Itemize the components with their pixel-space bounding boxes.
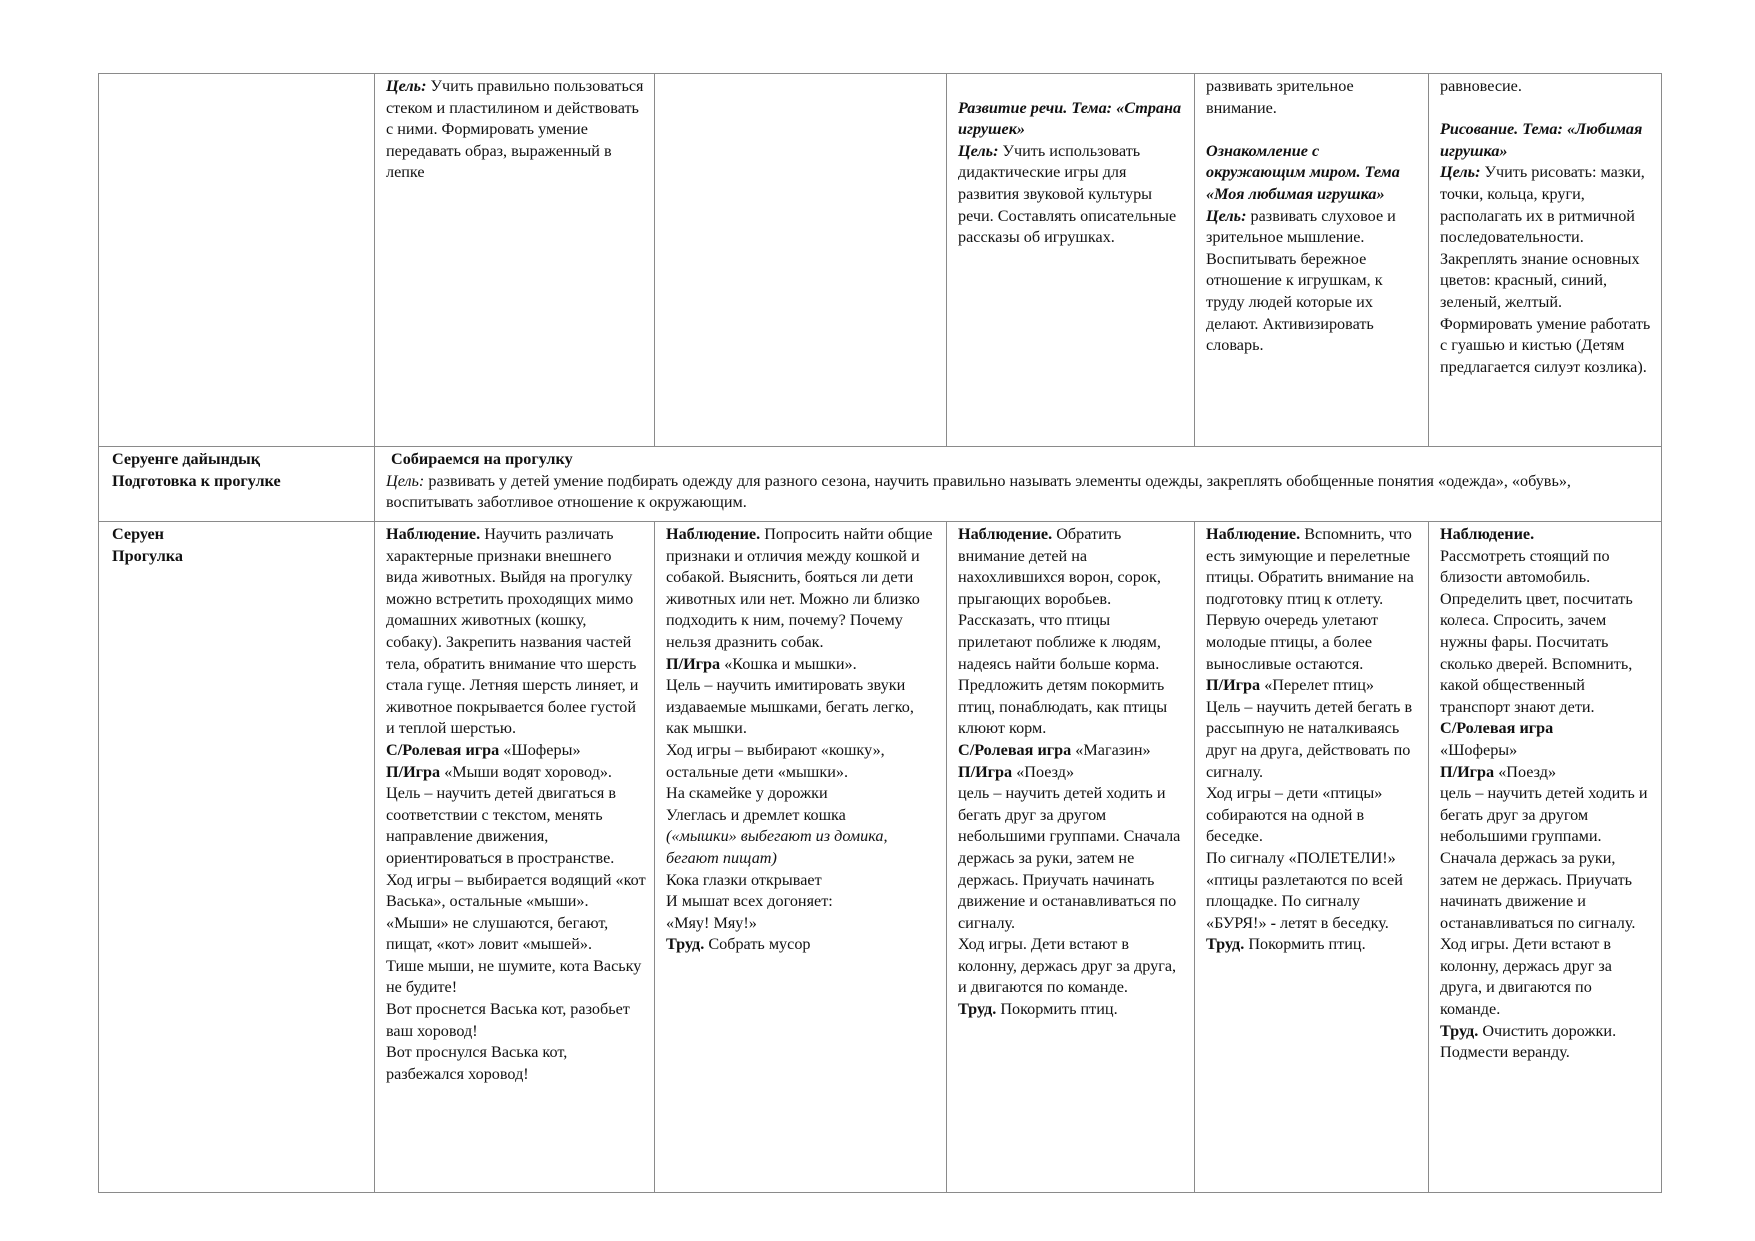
emphasis-text: Наблюдение. <box>666 525 761 543</box>
emphasis-text: Цель: <box>1206 206 1247 225</box>
cell-paragraph <box>386 762 646 784</box>
body-text: «Поезд» <box>1012 762 1075 781</box>
cell-friday-lesson <box>1429 74 1662 447</box>
emphasis-text: С/Ролевая игра <box>1440 719 1554 738</box>
cell-paragraph <box>386 870 646 956</box>
cell-paragraph <box>1440 1021 1653 1064</box>
cell-paragraph <box>1440 740 1653 762</box>
cell-paragraph <box>1206 524 1420 675</box>
emphasis-text: Цель: <box>386 77 427 95</box>
body-text: «Перелет птиц» <box>1260 676 1374 695</box>
cell-paragraph <box>1206 206 1420 357</box>
body-text: Цель – научить детей двигаться в соответствии с текстом, менять направление движения, ориентироваться в пространстве. <box>386 784 617 867</box>
cell-paragraph <box>1206 141 1420 206</box>
body-text: Цель – научить имитировать звуки издаваемые мышками, бегать легко, как мышки. <box>666 676 914 738</box>
cell-paragraph <box>666 783 938 805</box>
cell-paragraph <box>666 870 938 892</box>
emphasis-text: Ознакомление с окружающим миром. Тема «Моя любимая игрушка» <box>1206 141 1400 203</box>
emphasis-text: Труд. <box>1206 935 1245 954</box>
cell-wednesday-lesson <box>947 74 1195 447</box>
emphasis-text: Наблюдение. <box>1440 525 1535 543</box>
body-text: цель – научить детей ходить и бегать друг за другом небольшими группами. Сначала держась за руки, затем не держась. Приучать начинать движение и останавливаться по сигналу. <box>958 784 1181 932</box>
body-text: Вот проснулся Васька кот, разбежался хоровод! <box>386 1043 568 1083</box>
cell-paragraph <box>1206 675 1420 697</box>
row-label-walk <box>99 522 375 1193</box>
body-text: Обратить внимание детей на нахохлившихся ворон, сорок, прыгающих воробьев. Рассказать, что птицы прилетают поближе к людям, надеясь найти больше корма. Предложить детям покормить птиц, понаблюдать, как птицы клюют корм. <box>958 525 1168 738</box>
body-text: Цель – научить детей бегать в рассыпную не наталкиваясь друг на друга, действовать по сигналу. <box>1206 697 1413 781</box>
body-text: На скамейке у дорожки <box>666 784 828 803</box>
emphasis-text: П/Игра <box>1206 676 1261 695</box>
body-text: Рассмотреть стоящий по близости автомобиль. Определить цвет, посчитать колеса. Спросить, зачем нужны фары. Посчитать сколько дверей. Вспомнить, какой общественный транспорт знают дети. <box>1440 546 1633 716</box>
cell-wednesday-walk <box>947 522 1195 1193</box>
emphasis-text: Наблюдение. <box>1206 525 1301 543</box>
body-text: «Магазин» <box>1071 740 1151 759</box>
emphasis-text: С/Ролевая игра <box>386 740 500 759</box>
body-text: Покормить птиц. <box>996 1000 1118 1019</box>
cell-paragraph <box>958 999 1186 1021</box>
body-text: И мышат всех догоняет: <box>666 892 833 911</box>
cell-paragraph <box>666 740 938 783</box>
body-text: Учить использовать дидактические игры для развития звуковой культуры речи. Составлять описательные рассказы об игрушках. <box>958 141 1177 247</box>
cell-tuesday-walk <box>655 522 947 1193</box>
body-text: По сигналу «ПОЛЕТЕЛИ!» «птицы разлетаются по всей площадке. По сигналу «БУРЯ!» <box>1206 848 1403 932</box>
preparation-goal-text: развивать у детей умение подбирать одежду для разного сезона, научить правильно называть элементы одежды, закреплять обобщенные понятия «одежда», «обувь», воспитывать заботливое отношение к окружающим. <box>386 471 1571 512</box>
body-text: Ход игры – дети «птицы» собираются на одной в беседке. <box>1206 784 1383 846</box>
cell-paragraph <box>1440 76 1653 98</box>
row-label-ru: Прогулка <box>112 546 183 565</box>
emphasis-text: Цель: <box>958 141 999 160</box>
body-text: «Мяу! Мяу!» <box>666 913 757 932</box>
cell-monday-walk <box>375 522 655 1193</box>
emphasis-text: Развитие речи. Тема: «Страна игрушек» <box>958 98 1182 139</box>
row-label-kz: Серуен <box>112 525 164 543</box>
blank-line <box>1206 119 1420 141</box>
emphasis-text: П/Игра <box>386 762 441 781</box>
cell-paragraph <box>666 934 938 956</box>
table-row-lessons <box>99 74 1662 447</box>
table-row-preparation <box>99 447 1662 522</box>
body-text: Собрать мусор <box>704 935 811 954</box>
body-text: развивать зрительное внимание. <box>1206 77 1354 117</box>
body-text: Улеглась и дремлет кошка <box>666 805 846 824</box>
emphasis-text: Наблюдение. <box>958 525 1053 543</box>
cell-thursday-walk <box>1195 522 1429 1193</box>
blank-line <box>958 76 1186 98</box>
body-text: равновесие. <box>1440 77 1522 95</box>
cell-paragraph <box>1440 762 1653 784</box>
cell-paragraph <box>1206 783 1420 848</box>
cell-paragraph <box>386 76 646 184</box>
body-text: летят в беседку. <box>1275 913 1389 932</box>
emphasis-text: Рисование. Тема: «Любимая игрушка» <box>1440 120 1643 160</box>
cell-paragraph <box>386 740 646 762</box>
cell-paragraph <box>1206 848 1420 934</box>
body-text: Научить различать характерные признаки внешнего вида животных. Выйдя на прогулку можно встретить проходящих мимо домашних животных (кошку, собаку). Закрепить названия частей тела, обратить внимание что шерсть стала гуще. Летняя шерсть линяет, и животное покрывается более густой и теплой шерстью. <box>386 525 639 738</box>
body-text: Тише мыши, не шумите, кота Ваську не будите! <box>386 956 642 997</box>
row-label-cell <box>99 74 375 447</box>
cell-paragraph <box>958 740 1186 762</box>
cell-paragraph <box>1206 697 1420 783</box>
cell-paragraph <box>1440 718 1653 740</box>
cell-paragraph <box>1206 76 1420 119</box>
preparation-title: Собираемся на прогулку <box>391 450 573 468</box>
cell-tuesday-lesson <box>655 74 947 447</box>
cell-paragraph <box>958 98 1186 141</box>
cell-paragraph <box>666 826 938 869</box>
cell-paragraph <box>1440 162 1653 378</box>
body-text: Ход игры. Дети встают в колонну, держась друг за друга, и двигаются по команде. <box>958 935 1177 997</box>
body-text: цель – научить детей ходить и бегать друг за другом небольшими группами. Сначала держась за руки, затем не держась. Приучать начинать движение и останавливаться по сигналу. <box>1440 784 1648 932</box>
cell-thursday-lesson <box>1195 74 1429 447</box>
cell-preparation-content <box>375 447 1662 522</box>
body-text: «Поезд» <box>1494 762 1557 781</box>
cell-paragraph <box>958 141 1186 249</box>
cell-paragraph <box>666 654 938 676</box>
row-label-ru: Подготовка к прогулке <box>112 471 281 490</box>
cell-paragraph <box>666 675 938 740</box>
cell-paragraph <box>666 913 938 935</box>
body-text: Вот проснется Васька кот, разобьет ваш хоровод! <box>386 1000 630 1040</box>
emphasis-text: П/Игра <box>666 654 721 673</box>
cell-paragraph <box>958 524 1186 740</box>
cell-paragraph <box>1440 546 1653 719</box>
cell-paragraph <box>666 891 938 913</box>
cell-paragraph <box>386 999 646 1042</box>
emphasis-text: Труд. <box>666 935 705 954</box>
emphasis-text: П/Игра <box>958 762 1013 781</box>
cell-paragraph <box>1440 119 1653 162</box>
body-text: «Мыши водят хоровод». <box>440 762 612 781</box>
cell-paragraph <box>386 783 646 869</box>
cell-paragraph <box>958 934 1186 999</box>
emphasis-text: С/Ролевая игра <box>958 740 1072 759</box>
cell-paragraph <box>958 783 1186 934</box>
blank-line <box>1440 98 1653 120</box>
cell-friday-walk <box>1429 522 1662 1193</box>
cell-paragraph <box>1440 934 1653 1020</box>
body-text: Учить правильно пользоваться стеком и пластилином и действовать с ними. Формировать умение передавать образ, выраженный в лепке <box>386 77 644 182</box>
row-label-kz: Серуенге дайындық <box>112 450 261 468</box>
body-text: Вспомнить, что есть зимующие и перелетные птицы. Обратить внимание на подготовку птиц к отлету. Первую очередь улетают молодые птицы, а более выносливые остаются. <box>1206 525 1414 673</box>
cell-paragraph <box>386 956 646 999</box>
preparation-goal-label: Цель: <box>386 471 425 490</box>
cell-paragraph <box>666 524 938 654</box>
cell-paragraph <box>1440 783 1653 934</box>
body-text: Ход игры – выбирается водящий «кот Васька», остальные «мыши». «Мыши» не слушаются, бегают, пищат, «кот» ловит «мышей». <box>386 870 646 954</box>
preparation-goal <box>386 471 1653 514</box>
body-text: «Кошка и мышки». <box>720 654 857 673</box>
cell-paragraph <box>386 1042 646 1085</box>
body-text: Покормить птиц. <box>1244 935 1366 954</box>
body-text: Ход игры – выбирают «кошку», остальные дети «мышки». <box>666 740 885 781</box>
emphasis-text: Цель: <box>1440 163 1481 182</box>
body-text: Очистить дорожки. Подмести веранду. <box>1440 1021 1617 1062</box>
body-text: «Шоферы» <box>1440 740 1518 759</box>
cell-paragraph <box>666 805 938 827</box>
body-text: Учить рисовать: мазки, точки, кольца, круги, располагать их в ритмичной последовательности. Закреплять знание основных цветов: красный, синий, зеленый, желтый. Формировать умение работать с гуашью и кистью (Детям предлагается силуэт козлика). <box>1440 163 1651 376</box>
schedule-table <box>98 73 1662 1193</box>
emphasis-text: - <box>1266 913 1276 932</box>
body-text: Кока глазки открывает <box>666 870 822 889</box>
emphasis-text: Труд. <box>1440 1021 1479 1040</box>
cell-paragraph <box>1440 524 1653 546</box>
body-text: «Шоферы» <box>499 740 581 759</box>
cell-paragraph <box>958 762 1186 784</box>
emphasis-text: П/Игра <box>1440 762 1495 781</box>
cell-paragraph <box>1206 934 1420 956</box>
body-text: развивать слуховое и зрительное мышление. Воспитывать бережное отношение к игрушкам, к труду людей которые их делают. Активизировать словарь. <box>1206 206 1396 355</box>
emphasis-text: («мышки» выбегают из домика, бегают пищат) <box>666 827 888 867</box>
body-text: Ход игры. Дети встают в колонну, держась друг за друга, и двигаются по команде. <box>1440 935 1612 1019</box>
emphasis-text: Наблюдение. <box>386 525 481 543</box>
cell-monday-lesson <box>375 74 655 447</box>
table-row-walk <box>99 522 1662 1193</box>
emphasis-text: Труд. <box>958 1000 997 1019</box>
body-text: Попросить найти общие признаки и отличия между кошкой и собакой. Выяснить, бояться ли дети животных или нет. Можно ли близко подходить к ним, почему? Почему нельзя дразнить собак. <box>666 525 933 651</box>
cell-paragraph <box>386 524 646 740</box>
row-label-preparation <box>99 447 375 522</box>
